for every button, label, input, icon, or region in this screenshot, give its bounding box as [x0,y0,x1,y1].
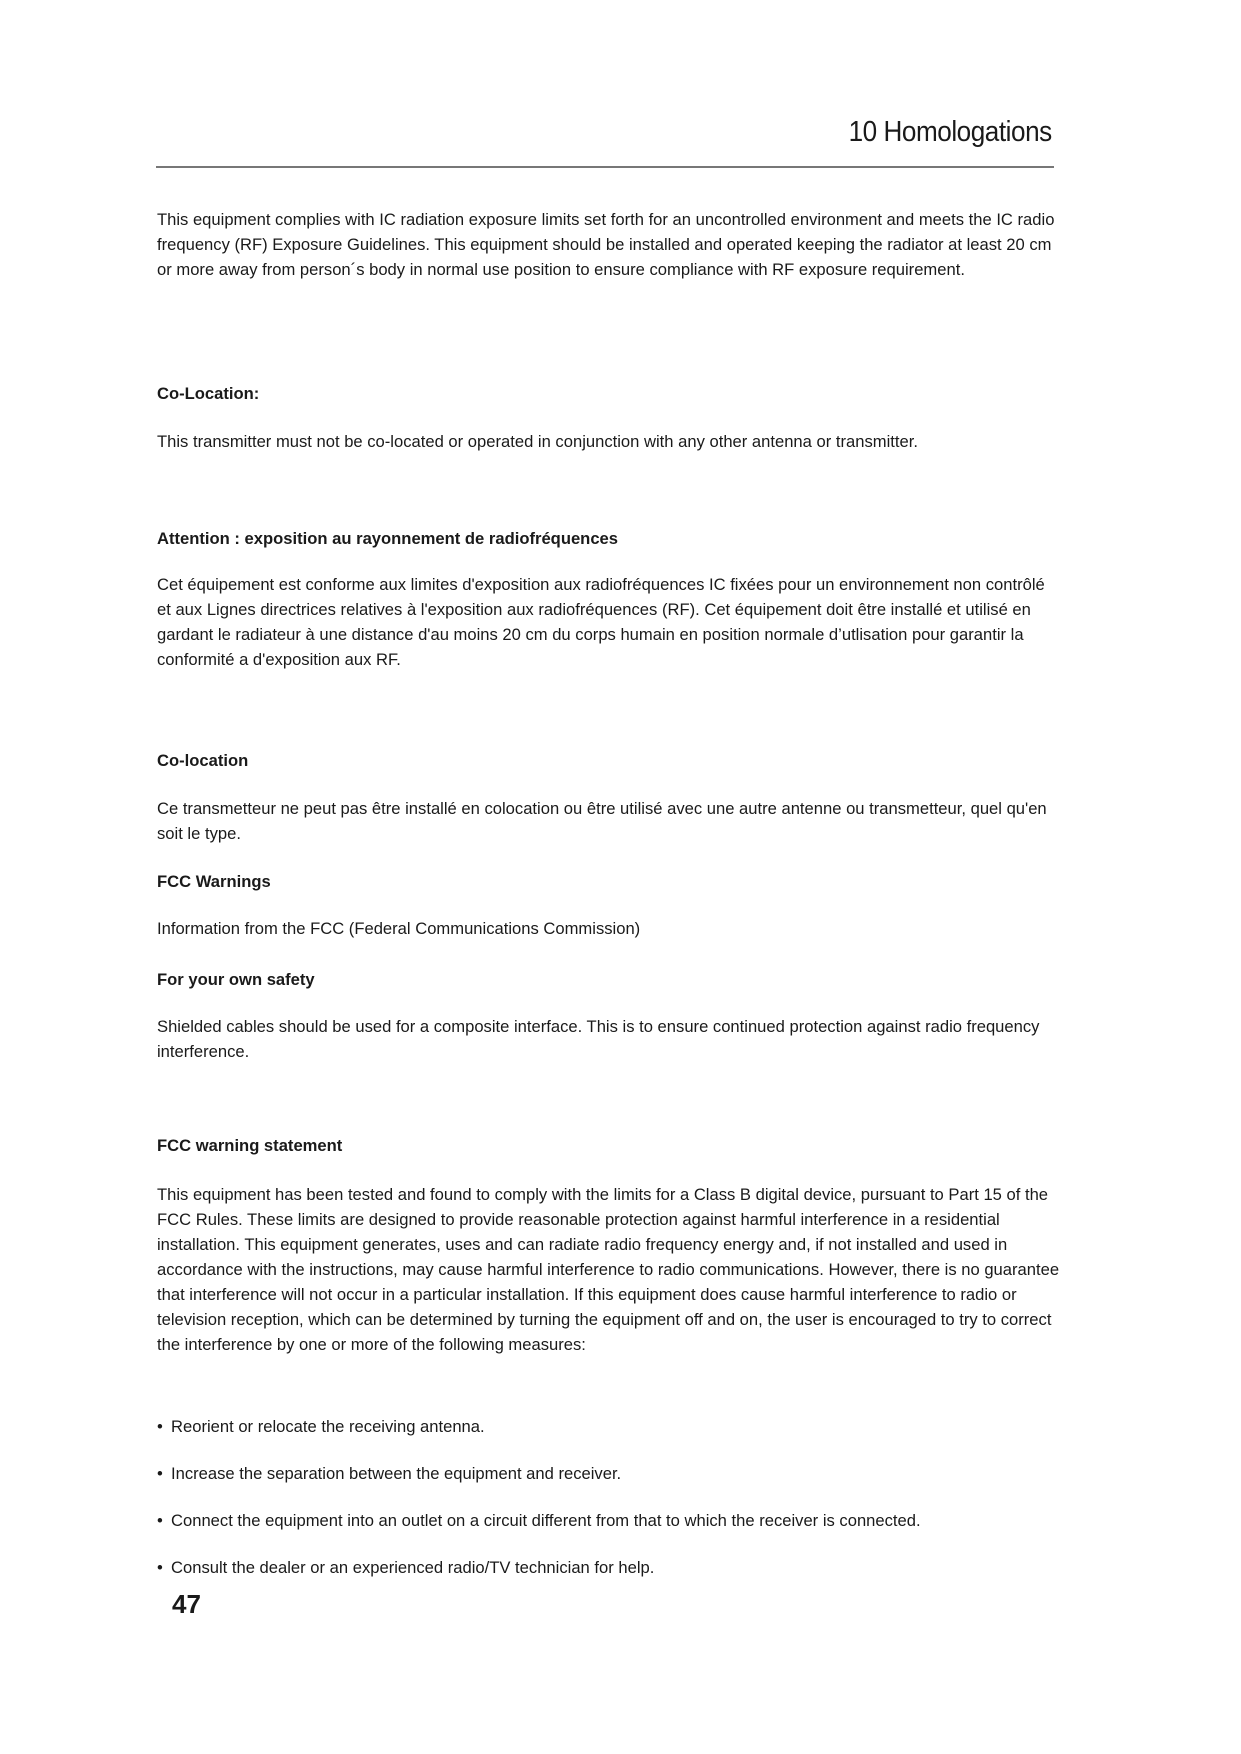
chapter-title: 10 Homologations [848,116,1052,148]
bullet-icon: • [157,1511,163,1530]
bullet-icon: • [157,1417,163,1436]
ic-exposure-paragraph: This equipment complies with IC radiation exposure limits set forth for an uncontrolled environment and meets the IC radio frequency (RF) Exposure Guidelines. This equipment should be installed and operated keeping the radiator at least 20 cm or more away from person´s body in normal use position to ensure compliance with RF exposure requirement. [157,210,1055,279]
co-location-en-paragraph: This transmitter must not be co-located or operated in conjunction with any other antenna or transmitter. [157,432,918,451]
safety-section [157,967,1062,992]
co-location-fr-body [157,796,1062,846]
attention-fr-heading: Attention : exposition au rayonnement de radiofréquences [157,529,619,548]
co-location-en-section [157,381,1062,406]
fcc-statement-body [157,1182,1062,1357]
attention-fr-paragraph: Cet équipement est conforme aux limites d'exposition aux radiofréquences IC fixées pour un environnement non contrôlé et aux Lignes directrices relatives à l'exposition aux radiofréquences (RF). Cet équipement doit être installé et utilisé en gardant le radiateur à une distance d'au moins 20 cm du corps humain en position normale d’utlisation pour garantir la conformité a d'exposition aux RF. [157,575,1045,669]
measure-text: Reorient or relocate the receiving antenna. [171,1417,485,1436]
co-location-fr-paragraph: Ce transmetteur ne peut pas être installé en colocation ou être utilisé avec une autre antenne ou transmetteur, quel qu'en soit le type. [157,799,1047,843]
ic-exposure-section [157,207,1062,282]
co-location-fr-heading: Co-location [157,751,249,770]
measure-text: Increase the separation between the equipment and receiver. [171,1464,622,1483]
page-header [156,112,1054,168]
co-location-fr-section [157,748,1062,773]
fcc-statement-heading: FCC warning statement [157,1136,343,1155]
fcc-warnings-body [157,916,1062,941]
fcc-statement-paragraph: This equipment has been tested and found to comply with the limits for a Class B digital device, pursuant to Part 15 of the FCC Rules. These limits are designed to provide reasonable protection against harmful interference in a residential installation. This equipment generates, uses and can radiate radio frequency energy and, if not installed and used in accordance with the instructions, may cause harmful interference to radio communications. However, there is no guarantee that interference will not occur in a particular installation. If this equipment does cause harmful interference to radio or television reception, which can be determined by turning the equipment off and on, the user is encouraged to try to correct the interference by one or more of the following measures: [157,1185,1060,1354]
measure-item [157,1461,1062,1486]
measure-item [157,1555,1062,1580]
fcc-warnings-paragraph: Information from the FCC (Federal Communications Commission) [157,919,641,938]
safety-paragraph: Shielded cables should be used for a composite interface. This is to ensure continued protection against radio frequency interference. [157,1017,1040,1061]
attention-fr-section [157,526,1062,551]
co-location-en-body [157,429,1062,454]
co-location-en-heading: Co-Location: [157,384,260,403]
fcc-warnings-section [157,869,1062,894]
attention-fr-body [157,572,1062,672]
fcc-warnings-heading: FCC Warnings [157,872,271,891]
measure-text: Consult the dealer or an experienced radio/TV technician for help. [171,1558,655,1577]
safety-body [157,1014,1062,1064]
measure-item [157,1414,1062,1439]
bullet-icon: • [157,1558,163,1577]
bullet-icon: • [157,1464,163,1483]
measure-text: Connect the equipment into an outlet on a circuit different from that to which the receiver is connected. [171,1511,921,1530]
page-number: 47 [172,1589,201,1619]
safety-heading: For your own safety [157,970,315,989]
measure-item [157,1508,1062,1533]
fcc-statement-section [157,1133,1062,1158]
